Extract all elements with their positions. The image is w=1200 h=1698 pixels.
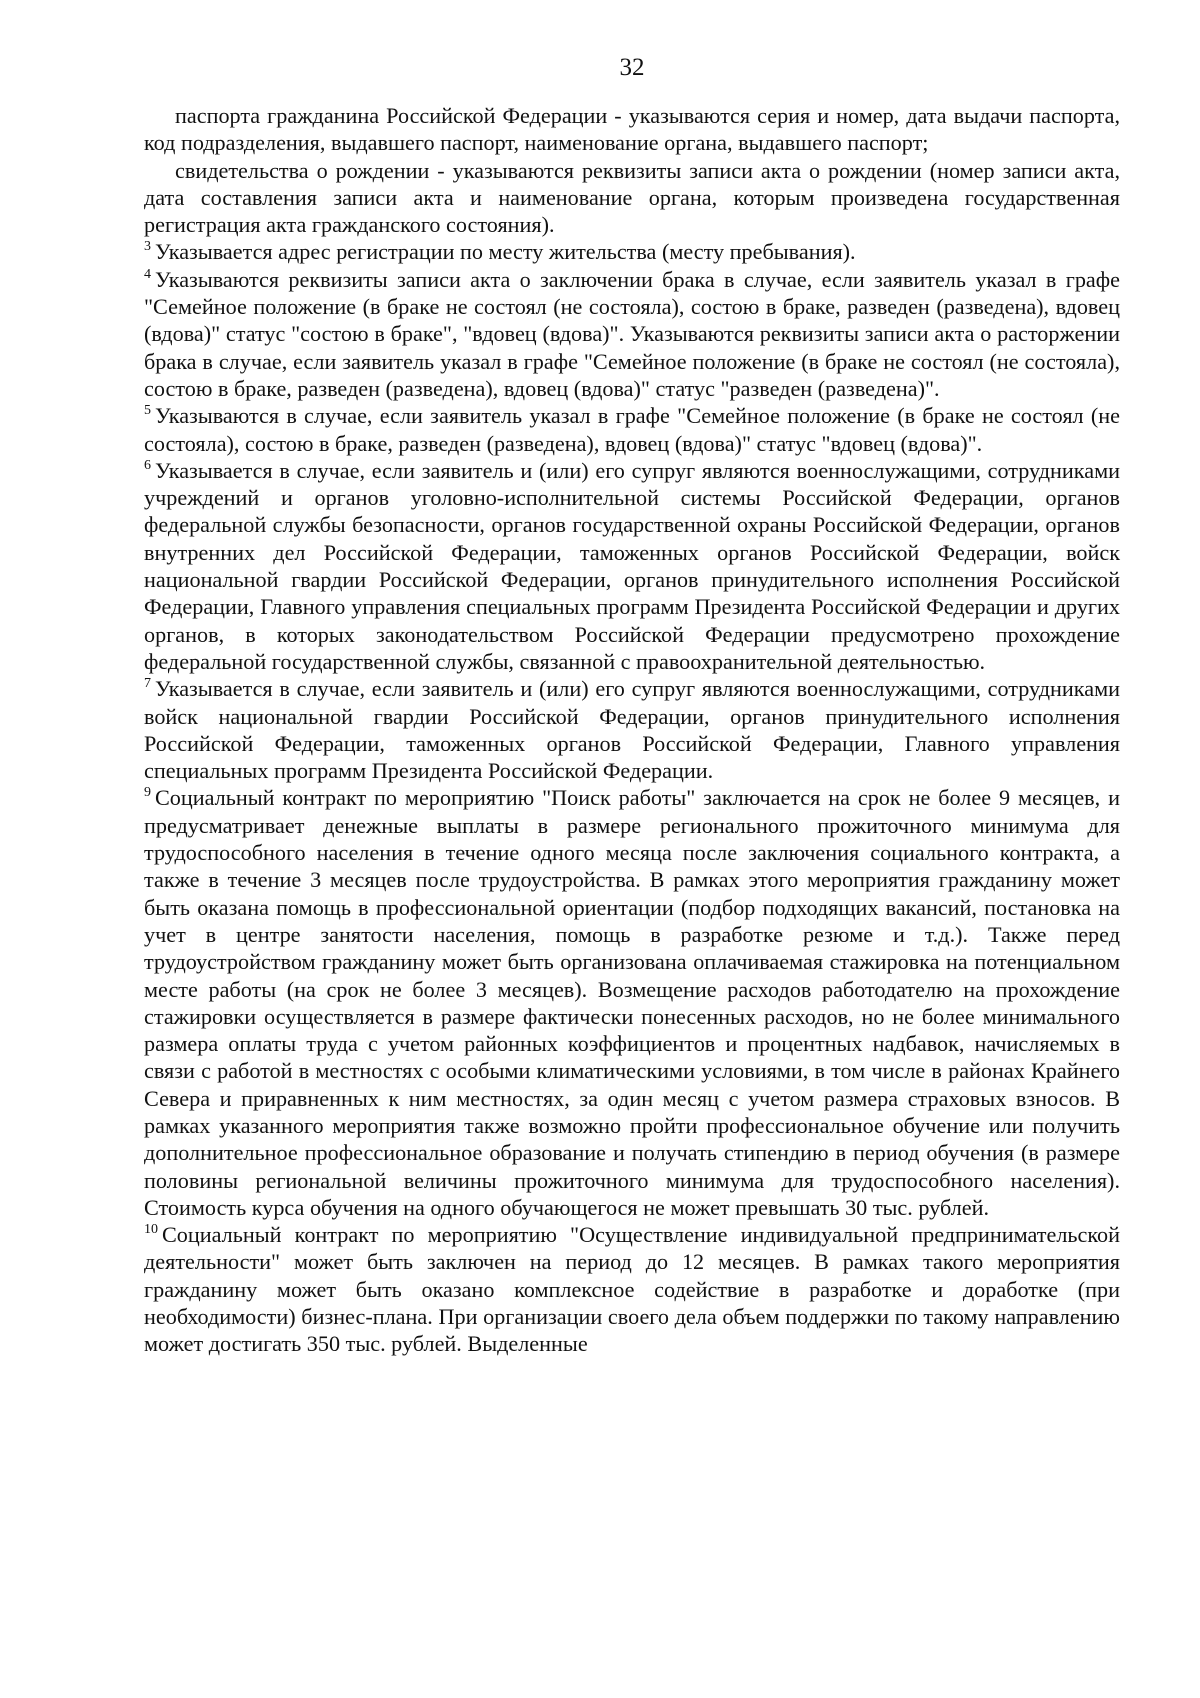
footnote-paragraph (144, 402, 1120, 457)
footnote-marker: 4 (144, 266, 151, 282)
paragraph (144, 102, 1120, 157)
footnote-marker: 3 (144, 239, 151, 255)
footnote-paragraph (144, 238, 1120, 265)
footnote-marker: 7 (144, 676, 151, 692)
paragraph-text: Указывается адрес регистрации по месту жительства (месту пребывания). (155, 239, 856, 265)
paragraph-text: Указываются в случае, если заявитель указал в графе "Семейное положение (в браке не состоял (не состояла), состою в браке, разведен (разведена), вдовец (вдова)" статус "вдовец (вдова)". (144, 403, 1120, 456)
footnote-marker: 9 (144, 785, 151, 801)
page-number: 32 (619, 54, 645, 81)
paragraph-text: Социальный контракт по мероприятию "Осуществление индивидуальной предпринимательской деятельности" может быть заключен на период до 12 месяцев. В рамках такого мероприятия гражданину может быть оказано комплексное содействие в разработке и доработке (при необходимости) бизнес-плана. При организации своего дела объем поддержки по такому направлению может достигать 350 тыс. рублей. Выделенные (144, 1222, 1120, 1357)
footnote-paragraph (144, 266, 1120, 402)
paragraph-text: Указывается в случае, если заявитель и (или) его супруг являются военнослужащими, сотрудниками войск национальной гвардии Российской Федерации, органов принудительного исполнения Российской Федерации, таможенных органов Российской Федерации, Главного управления специальных программ Президента Российской Федерации. (144, 676, 1120, 784)
footnote-paragraph (144, 457, 1120, 675)
paragraph-text: Указывается в случае, если заявитель и (или) его супруг являются военнослужащими, сотрудниками учреждений и органов уголовно-исполнительной системы Российской Федерации, органов федеральной службы безопасности, органов государственной охраны Российской Федерации, органов внутренних дел Российской Федерации, таможенных органов Российской Федерации, войск национальной гвардии Российской Федерации, органов принудительного исполнения Российской Федерации, Главного управления специальных программ Президента Российской Федерации и других органов, в которых законодательством Российской Федерации предусмотрено прохождение федеральной государственной службы, связанной с правоохранительной деятельностью. (144, 457, 1120, 674)
document-body (144, 102, 1120, 1358)
footnote-marker: 10 (144, 1222, 158, 1238)
paragraph (144, 157, 1120, 239)
paragraph-text: Указываются реквизиты записи акта о заключении брака в случае, если заявитель указал в графе "Семейное положение (в браке не состоял (не состояла), состою в браке, разведен (разведена), вдовец (вдова)" статус "состою в браке", "вдовец (вдова)". Указываются реквизиты записи акта о расторжении брака в случае, если заявитель указал в графе "Семейное положение (в браке не состоял (не состояла), состою в браке, разведен (разведена), вдовец (вдова)" статус "разведен (разведена)". (144, 266, 1120, 401)
footnote-paragraph (144, 1221, 1120, 1357)
footnote-marker: 5 (144, 403, 151, 419)
paragraph-text: паспорта гражданина Российской Федерации - указываются серия и номер, дата выдачи паспорта, код подразделения, выдавшего паспорт, наименование органа, выдавшего паспорт; (144, 103, 1120, 156)
paragraph-text: свидетельства о рождении - указываются реквизиты записи акта о рождении (номер записи акта, дата составления записи акта и наименование органа, которым произведена государственная регистрация акта гражданского состояния). (144, 157, 1120, 238)
footnote-marker: 6 (144, 457, 151, 473)
footnote-paragraph (144, 784, 1120, 1221)
footnote-paragraph (144, 675, 1120, 784)
paragraph-text: Социальный контракт по мероприятию "Поиск работы" заключается на срок не более 9 месяцев, и предусматривает денежные выплаты в размере регионального прожиточного минимума для трудоспособного населения в течение одного месяца после заключения социального контракта, а также в течение 3 месяцев после трудоустройства. В рамках этого мероприятия гражданину может быть оказана помощь в профессиональной ориентации (подбор подходящих вакансий, постановка на учет в центре занятости населения, помощь в разработке резюме и т.д.). Также перед трудоустройством гражданину может быть организована оплачиваемая стажировка на потенциальном месте работы (на срок не более 3 месяцев). Возмещение расходов работодателю на прохождение стажировки осуществляется в размере фактически понесенных расходов, но не более минимального размера оплаты труда с учетом районных коэффициентов и процентных надбавок, начисляемых в связи с работой в местностях с особыми климатическими условиями, в том числе в районах Крайнего Севера и приравненных к ним местностях, за один месяц с учетом размера страховых взносов. В рамках указанного мероприятия также возможно пройти профессиональное обучение или получить дополнительное профессиональное образование и получать стипендию в период обучения (в размере половины региональной величины прожиточного минимума для трудоспособного населения). Стоимость курса обучения на одного обучающегося не может превышать 30 тыс. рублей. (144, 785, 1120, 1220)
